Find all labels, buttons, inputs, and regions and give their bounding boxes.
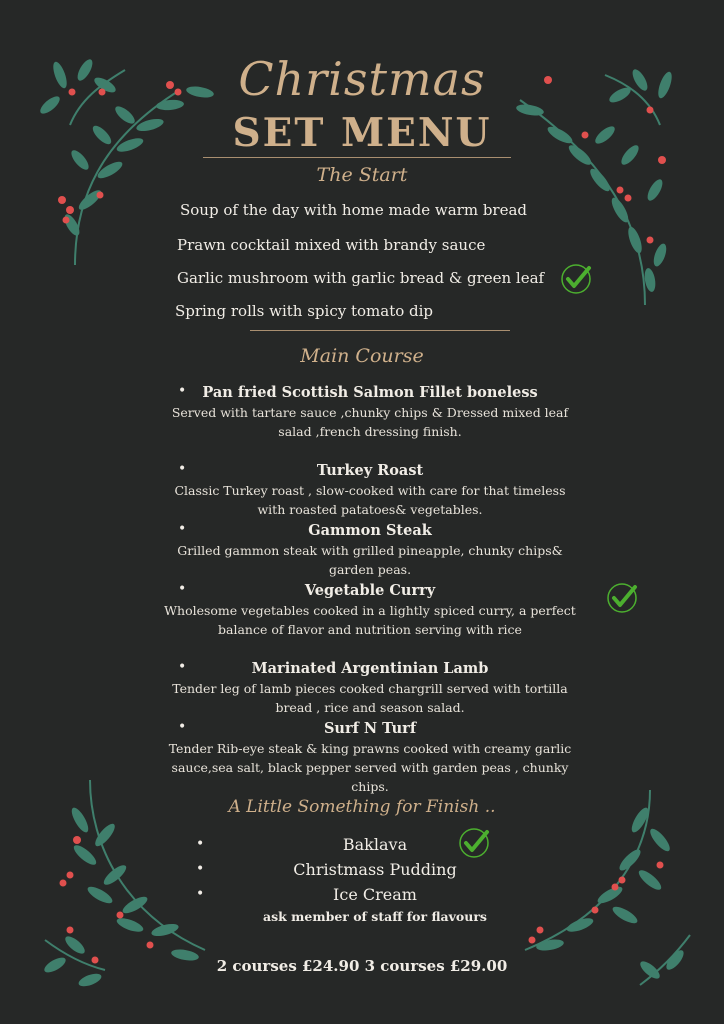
check-circle-icon bbox=[559, 262, 595, 296]
list-bullet: • bbox=[178, 659, 187, 675]
check-circle-icon bbox=[605, 581, 641, 615]
dish-name: Turkey Roast bbox=[316, 462, 424, 479]
dessert-item bbox=[190, 857, 560, 882]
starter-item: Garlic mushroom with garlic bread & green leaf bbox=[177, 269, 545, 287]
main-dish-turkey bbox=[160, 461, 580, 519]
dish-description: Grilled gammon steak with grilled pineapple, chunky chips& garden peas. bbox=[177, 543, 563, 577]
dessert-item bbox=[190, 882, 560, 907]
starter-item: Prawn cocktail mixed with brandy sauce bbox=[177, 236, 486, 254]
list-bullet: • bbox=[178, 461, 187, 477]
dish-description: Served with tartare sauce ,chunky chips & Dressed mixed leaf salad ,french dressing finish. bbox=[171, 405, 569, 439]
price-line: 2 courses £24.90 3 courses £29.00 bbox=[216, 957, 508, 975]
list-bullet: • bbox=[196, 861, 205, 877]
main-dish-gammon bbox=[160, 521, 580, 579]
list-bullet: • bbox=[196, 836, 205, 852]
starter-item: Soup of the day with home made warm bread bbox=[180, 201, 528, 219]
list-bullet: • bbox=[178, 383, 187, 399]
list-bullet: • bbox=[196, 886, 205, 902]
dessert-name: Ice Cream bbox=[333, 885, 417, 904]
main-dish-lamb bbox=[160, 659, 580, 717]
dish-description: Classic Turkey roast , slow-cooked with care for that timeless with roasted patatoes& vegetables. bbox=[174, 483, 566, 517]
starters-heading: The Start bbox=[316, 164, 408, 186]
dish-name: Gammon Steak bbox=[308, 522, 432, 539]
menu-title-main: SET MENU bbox=[232, 110, 492, 156]
dish-name: Marinated Argentinian Lamb bbox=[251, 660, 489, 677]
dish-description: Wholesome vegetables cooked in a lightly spiced curry, a perfect balance of flavor and nutrition serving with rice bbox=[164, 603, 576, 637]
main-dish-surf-n-turf bbox=[160, 719, 580, 796]
dessert-name: Baklava bbox=[342, 835, 408, 854]
check-circle-icon bbox=[457, 826, 493, 860]
main-dish-salmon bbox=[160, 383, 580, 441]
menu-title-script: Christmas bbox=[238, 52, 486, 106]
starter-item: Spring rolls with spicy tomato dip bbox=[175, 302, 434, 320]
list-bullet: • bbox=[178, 521, 187, 537]
dish-name: Vegetable Curry bbox=[304, 582, 436, 599]
mains-list bbox=[160, 383, 580, 796]
desserts-heading: A Little Something for Finish .. bbox=[228, 797, 496, 817]
dessert-name: Christmass Pudding bbox=[293, 860, 457, 879]
title-divider bbox=[203, 157, 511, 158]
dish-name: Surf N Turf bbox=[323, 720, 417, 737]
list-bullet: • bbox=[178, 719, 187, 735]
dish-description: Tender leg of lamb pieces cooked chargrill served with tortilla bread , rice and season salad. bbox=[172, 681, 568, 715]
mains-heading: Main Course bbox=[300, 345, 424, 367]
starters-divider bbox=[250, 330, 510, 331]
dish-name: Pan fried Scottish Salmon Fillet boneless bbox=[202, 384, 538, 401]
desserts-list bbox=[190, 832, 560, 927]
dessert-item bbox=[190, 832, 560, 857]
dessert-note: ask member of staff for flavours bbox=[263, 909, 487, 924]
main-dish-vegetable-curry bbox=[160, 581, 580, 639]
list-bullet: • bbox=[178, 581, 187, 597]
dish-description: Tender Rib-eye steak & king prawns cooked with creamy garlic sauce,sea salt, black pepper served with garden peas , chunky chips. bbox=[168, 741, 572, 794]
